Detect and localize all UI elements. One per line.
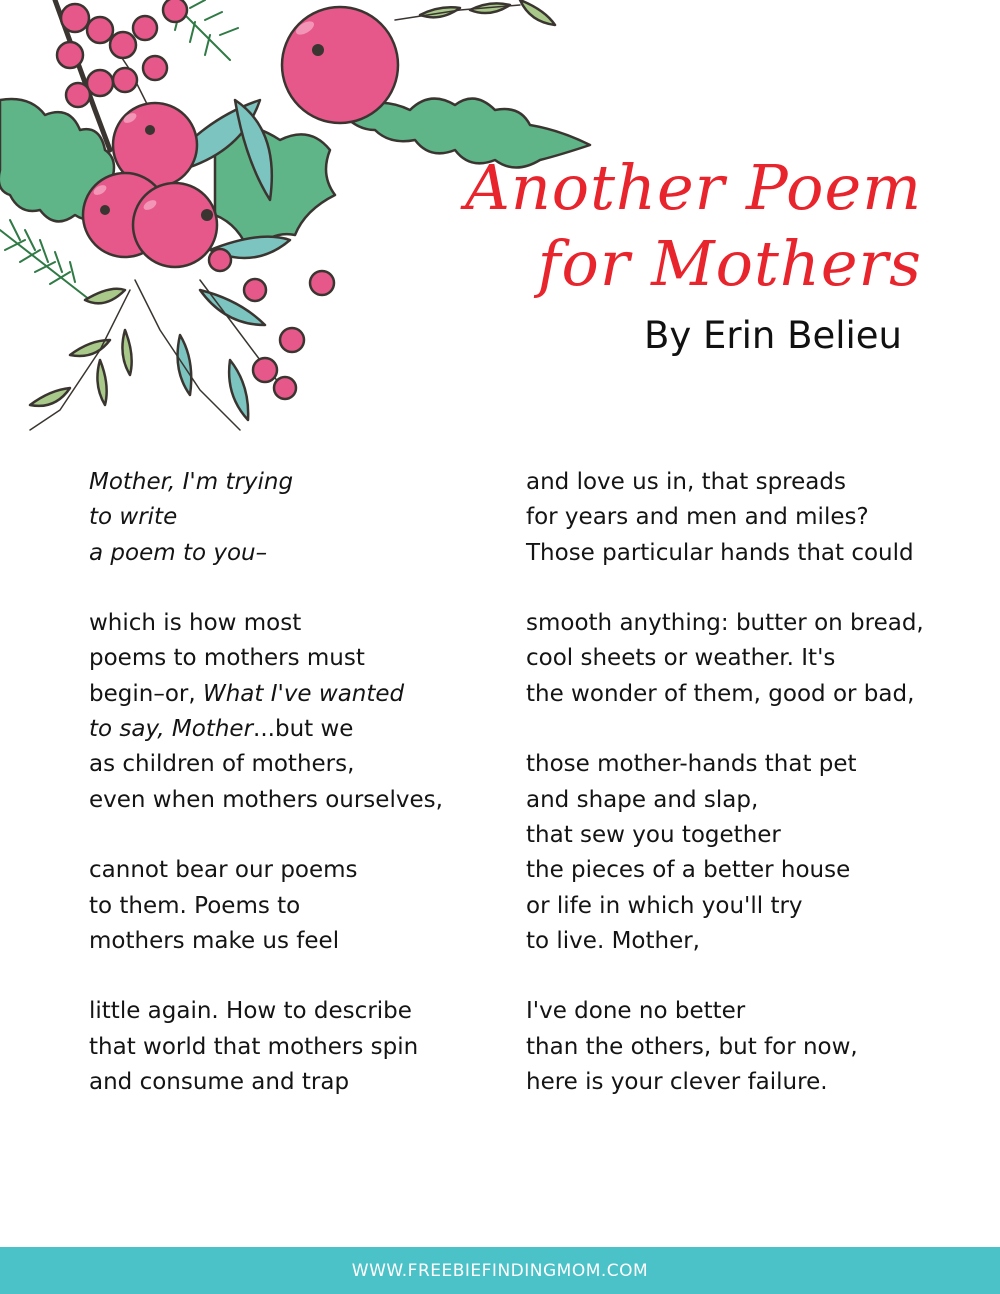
poem-line: poems to mothers must [89,645,365,672]
poem-line-plain: ...but we [253,716,354,743]
poem-line: Mother, I'm trying [89,469,294,495]
stanza [526,994,966,1100]
poem-line: I've done no better [526,998,746,1025]
poem-line: that world that mothers spin [89,1033,419,1060]
stanza [526,465,966,571]
poem-left-column [89,465,499,1136]
poem-line: even when mothers ourselves, [89,786,443,813]
poem-line: and shape and slap, [526,786,759,813]
stanza [526,606,966,712]
poem-line: or life in which you'll try [526,892,803,919]
poem-line: mothers make us feel [89,927,340,954]
poem-line: cool sheets or weather. It's [526,645,836,672]
poem-line: the wonder of them, good or bad, [526,680,915,707]
poem-line: and consume and trap [89,1069,350,1096]
stanza [526,747,966,959]
poem-line-italic: What I've wanted [202,680,405,707]
stanza [89,853,499,959]
poem-line: as children of mothers, [89,751,355,778]
author-byline: By Erin Belieu [643,314,902,357]
poem-line: that sew you together [526,821,781,848]
poem-right-column [526,465,966,1136]
stanza [89,606,499,818]
poem-line: little again. How to describe [89,998,412,1025]
poem-line: smooth anything: butter on bread, [526,610,924,637]
poem-line: for years and men and miles? [526,504,869,531]
poem-line: than the others, but for now, [526,1033,858,1060]
poem-line-italic: to say, Mother [89,716,254,743]
poem-line: to them. Poems to [89,892,301,919]
poem-line: to write [89,504,178,531]
poem-line: a poem to you– [89,539,268,566]
poem-line: the pieces of a better house [526,857,851,884]
stanza [89,465,499,571]
poem-line [89,677,499,712]
stanza [89,994,499,1100]
poem-line-plain: begin–or, [89,680,203,707]
poem-line: Those particular hands that could [526,539,914,566]
poem-title-line-1: Another Poem [465,151,922,224]
poem-line: those mother-hands that pet [526,751,857,778]
poem-line: here is your clever failure. [526,1069,828,1096]
footer-bar [0,1247,1000,1294]
title-block [465,150,922,360]
poem-line: cannot bear our poems [89,857,358,884]
poem-line [89,712,499,747]
poem-line: which is how most [89,610,302,637]
poem-line: to live. Mother, [526,927,700,954]
poem-title-line-2: for Mothers [537,227,922,300]
poem-line: and love us in, that spreads [526,469,846,495]
website-url: WWW.FREEBIEFINDINGMOM.COM [351,1260,649,1281]
